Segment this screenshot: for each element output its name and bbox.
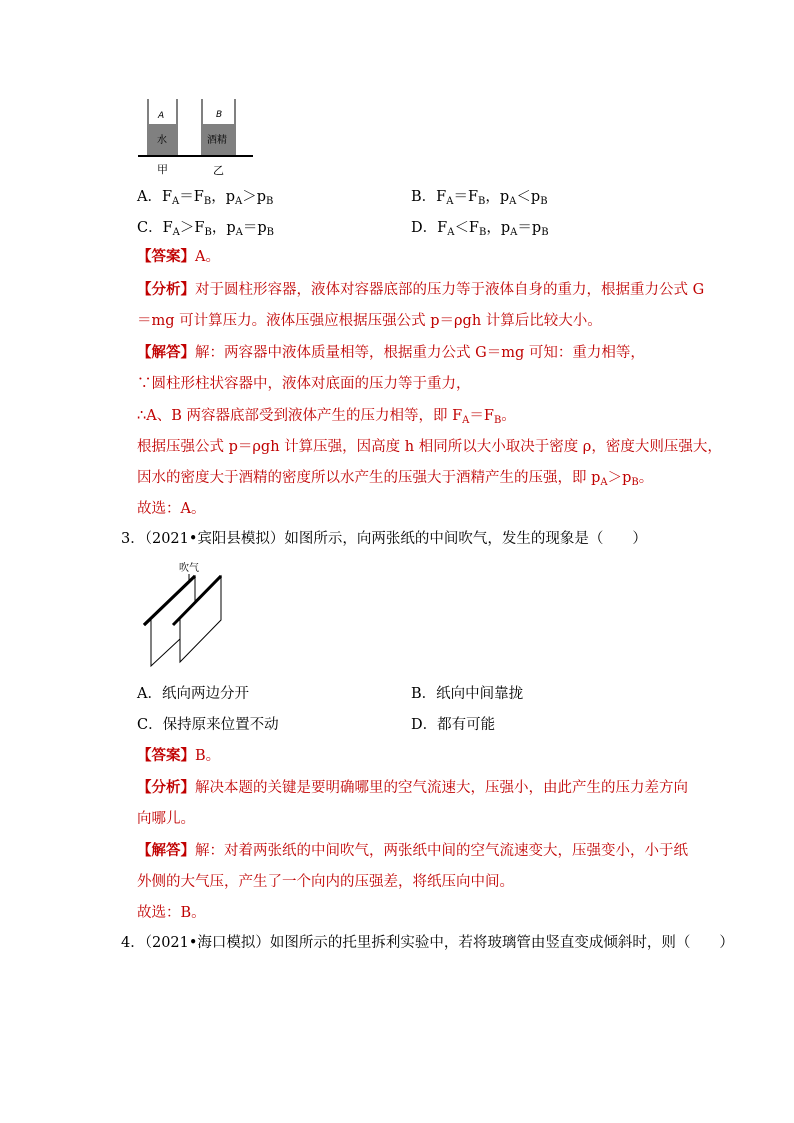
q3-stem: 3．（2021•宾阳县模拟）如图所示，向两张纸的中间吹气，发生的现象是（ ） [121,531,647,547]
q2-solution-1: 【解答】解：两容器中液体质量相等，根据重力公式 G＝mg 可知：重力相等， [137,344,645,361]
q3-analysis-2: 向哪儿。 [137,811,195,827]
q2-solution-4: 根据压强公式 p＝ρgh 计算压强，因高度 h 相同所以大小取决于密度 ρ，密度大则压强大， [137,439,722,455]
containers-figure [137,97,257,177]
q3-option-b: B．纸向中间靠拢 [411,686,524,702]
q2-solution-2: ∵圆柱形柱状容器中，液体对底面的压力等于重力， [137,376,471,392]
q2-answer: 【答案】A。 [137,248,220,265]
label-b: B [216,110,223,120]
option-a: A．$F_A=F_B$，$p_A>p_B$ [137,189,274,207]
paper-blowing-figure [137,560,257,670]
alcohol-label: 酒精 [207,135,227,146]
q3-option-d: D．都有可能 [411,717,496,733]
q3-choice: 故选：B。 [137,905,206,921]
q2-solution-3: ∴A、B 两容器底部受到液体产生的压力相等，即 $F_A=F_B$。 [137,408,516,426]
option-d: D．$F_A<F_B$，$p_A=p_B$ [411,220,549,238]
q3-solution-1: 【解答】解：对着两张纸的中间吹气，两张纸中间的空气流速变大，压强变小，小于纸 [137,842,688,859]
q3-answer: 【答案】B。 [137,747,221,764]
q3-option-c: C．保持原来位置不动 [137,717,279,733]
q2-choice: 故选：A。 [137,501,206,517]
q3-option-a: A．纸向两边分开 [137,686,249,702]
container-a-name: 甲 [157,163,168,176]
option-c: C．$F_A>F_B$，$p_A=p_B$ [137,220,275,238]
q3-analysis-1: 【分析】解决本题的关键是要明确哪里的空气流速大，压强小，由此产生的压力差方向 [137,779,688,796]
label-a: A [158,111,165,121]
blow-label: 吹气 [179,563,199,574]
option-b: B．$F_A=F_B$，$p_A<p_B$ [411,189,548,207]
q4-stem: 4．（2021•海口模拟）如图所示的托里拆利实验中，若将玻璃管由竖直变成倾斜时，则（ ） [121,935,734,951]
q2-analysis-2: ＝mg 可计算压力。液体压强应根据压强公式 p＝ρgh 计算后比较大小。 [137,313,602,329]
water-label: 水 [157,135,167,146]
q2-analysis-1: 【分析】对于圆柱形容器，液体对容器底部的压力等于液体自身的重力，根据重力公式 G [137,281,705,298]
q3-solution-2: 外侧的大气压，产生了一个向内的压强差，将纸压向中间。 [137,874,514,890]
container-b-name: 乙 [213,164,224,177]
q2-solution-5: 因水的密度大于酒精的密度所以水产生的压强大于酒精产生的压强，即 $p_A>p_B$。 [137,470,654,488]
